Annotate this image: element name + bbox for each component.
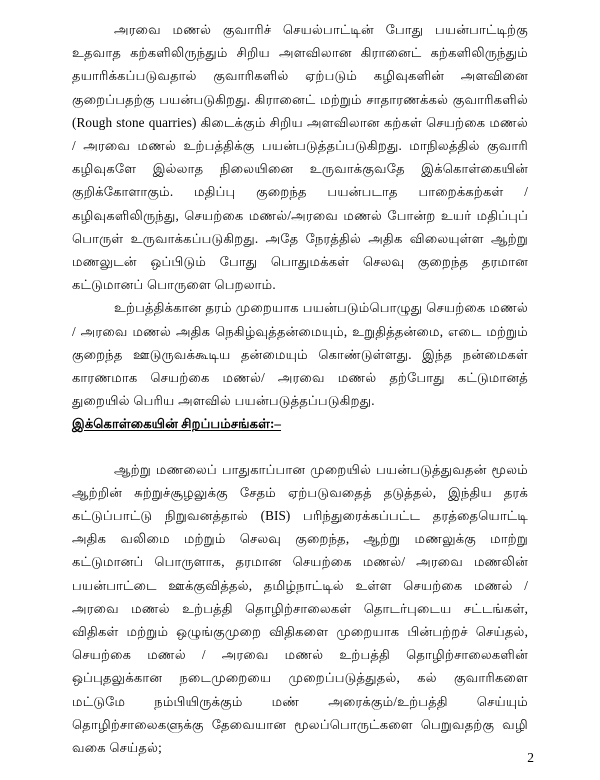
paragraph-1: அரவை மணல் குவாரிச் செயல்பாட்டின் போது பயன்பாட்டிற்கு உதவாத கற்களிலிருந்தும் சிறிய அளவிலான கிரானைட் கற்களிலிருந்தும் தயாரிக்கப்படுவதால் குவாரிகளில் ஏற்படும் கழிவுகளின் அளவினை குறைப்பதற்கு பயன்படுகிறது. கிரானைட் மற்றும் சாதாரணக்கல் குவாரிகளில் (Rough stone quarries) கிடைக்கும் சிறிய அளவிலான கற்கள் செயற்கை மணல் / அரவை மணல் உற்பத்திக்கு பயன்படுத்தப்படுகிறது. மாநிலத்தில் குவாரி கழிவுகளே இல்லாத நிலையினை உருவாக்குவதே இக்கொள்கையின் குறிக்கோளாகும். மதிப்பு குறைந்த பயன்படாத பாறைக்கற்கள் / கழிவுகளிலிருந்து, செயற்கை மணல்/அரவை மணல் போன்ற உயர் மதிப்புப் பொருள் உருவாக்கப்படுகிறது. அதே நேரத்தில் அதிக விலையுள்ள ஆற்று மணலுடன் ஒப்பிடும் போது பொதுமக்கள் செலவு குறைந்த தரமான கட்டுமானப் பொருளை பெறலாம். (72, 22, 528, 293)
document-body (72, 18, 528, 759)
section-heading: இக்கொள்கையின் சிறப்பம்சங்கள்:– (72, 416, 282, 432)
paragraph-2: உற்பத்திக்கான தரம் முறையாக பயன்படும்பொழுது செயற்கை மணல் / அரவை மணல் அதிக நெகிழ்வுத்தன்மையும், உறுதித்தன்மை, எடை மற்றும் குறைந்த ஊடுருவக்கூடிய தன்மையும் கொண்டுள்ளது. இந்த நன்மைகள் காரணமாக செயற்கை மணல்/ அரவை மணல் தற்போது கட்டுமானத் துறையில் பெரிய அளவில் பயன்படுத்தப்படுகிறது. (72, 300, 528, 409)
paragraph-3: ஆற்று மணலைப் பாதுகாப்பான முறையில் பயன்படுத்துவதன் மூலம் ஆற்றின் சுற்றுச்சூழலுக்கு சேதம் ஏற்படுவதைத் தடுத்தல், இந்திய தரக் கட்டுப்பாட்டு நிறுவனத்தால் (BIS) பரிந்துரைக்கப்பட்ட தரத்தையொட்டி அதிக வலிமை மற்றும் செலவு குறைந்த, ஆற்று மணலுக்கு மாற்று கட்டுமானப் பொருளாக, தரமான செயற்கை மணல்/ அரவை மணலின் பயன்பாட்டை ஊக்குவித்தல், தமிழ்நாட்டில் உள்ள செயற்கை மணல் / அரவை மணல் உற்பத்தி தொழிற்சாலைகள் தொடர்புடைய சட்டங்கள், விதிகள் மற்றும் ஒழுங்குமுறை விதிகளை முறையாக பின்பற்றச் செய்தல், செயற்கை மணல் / அரவை மணல் உற்பத்தி தொழிற்சாலைகளின் ஒப்புதலுக்கான நடைமுறையை முறைப்படுத்துதல், கல் குவாரிகளை மட்டுமே நம்பியிருக்கும் மண் அரைக்கும்/உற்பத்தி செய்யும் தொழிற்சாலைகளுக்கு தேவையான மூலப்பொருட்களை பெறுவதற்கு வழி வகை செய்தல்; (72, 461, 528, 756)
page-number: 2 (527, 750, 534, 765)
